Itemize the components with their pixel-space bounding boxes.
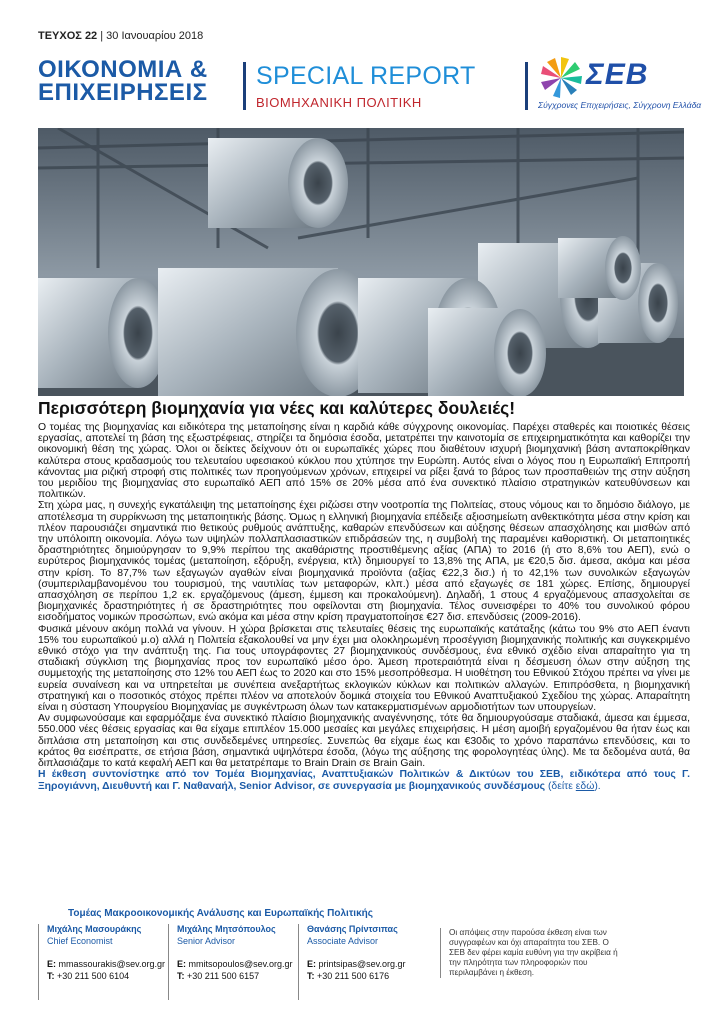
contact-phone: +30 211 500 6176 (317, 970, 390, 981)
contact-title: Associate Advisor (307, 935, 379, 946)
header-divider-2 (525, 62, 528, 110)
contact-card: Μιχάλης Μητσόπουλος Senior Advisor E: mmitsopoulos@sev.org.gr T: +30 211 500 6157 (168, 924, 293, 1000)
contact-name: Θανάσης Πρίντσιπας (307, 924, 398, 934)
contact-name: Μιχάλης Μασουράκης (47, 924, 142, 934)
contact-card: Θανάσης Πρίντσιπας Associate Advisor E: printsipas@sev.org.gr T: +30 211 500 6176 (298, 924, 406, 1000)
sev-logo-burst-icon (538, 56, 584, 98)
article-body (38, 422, 690, 792)
article-headline: Περισσότερη βιομηχανία για νέες και καλύτερες δουλειές! (38, 398, 516, 418)
issue-line: ΤΕΥΧΟΣ 22 | 30 Ιανουαρίου 2018 (38, 30, 204, 42)
issue-date: 30 Ιανουαρίου 2018 (106, 30, 204, 42)
report-credit (38, 769, 690, 791)
contact-title: Senior Advisor (177, 935, 236, 946)
sev-logo-text: ΣΕΒ (586, 58, 649, 91)
publication-title-line2: ΕΠΙΧΕΙΡΗΣΕΙΣ (38, 79, 208, 106)
paragraph-4: Αν συμφωνούσαμε και εφαρμόζαμε ένα συνεκτικό πλαίσιο βιομηχανικής αναγέννησης, τότε θα δημιουργούσαμε σταδιακά, άμεσα και έμμεσα, 550.000 νέες θέσεις εργασίας και θα είχαμε επιπλέον 15.000 μεσαίες και μεγάλες επιχειρήσεις. Η μέση αμοιβή εργαζομένου θα ήταν έως και διπλάσια στη μεταποίηση και στις συνδεδεμένες υπηρεσίες. Συνεπώς θα είχαμε έως και €30δις το χρόνο παραπάνω επενδύσεις, και το κράτος θα εισέπραττε, σε ετήσια βάση, σημαντικά υψηλότερα έσοδα, (λόγω της αύξησης της φορολογητέας ύλης). Με τα δεδομένα αυτά, θα διπλασιάζαμε το κατά κεφαλή ΑΕΠ και θα μετατρέπαμε το Brain Drain σε Brain Gain. (38, 713, 690, 770)
paragraph-3: Φυσικά μένουν ακόμη πολλά να γίνουν. Η χώρα βρίσκεται στις τελευταίες θέσεις της ευρωπαϊκής κατάταξης (κάτω του 9% στο ΑΕΠ έναντι 15% του ευρωπαϊκού μ.ο) αλλά η Πολιτεία εξακολουθεί να μην έχει μια ολοκληρωμένη προσέγγιση βιομηχανικής πολιτικής και συγκεκριμένο εθνικό στόχο για την ανάπτυξη της. Για τους υπογράφοντες 27 βιομηχανικούς συνδέσμους, ένα εθνικό σχέδιο είναι απαραίτητο για τη σταδιακή σύγκλιση της βιομηχανίας προς τον ευρωπαϊκό μέσο όρο. Άμεση προτεραιότητά είναι η δέσμευση όλων στην αύξηση της συμμετοχής της μεταποίησης στο 12% του ΑΕΠ έως το 2020 και στο 15% μεσοπρόθεσμα. Η υιοθέτηση του Εθνικού Στόχου πρέπει να γίνει με ευρεία συναίνεση και να υπηρετείται με συνέπεια ανεξαρτήτως εκλογικών κύκλων και πολιτικών αλλαγών. Επιπρόσθετα, η βιομηχανική στρατηγική και ο ποσοτικός στόχος πρέπει πλέον να αποτελούν δομικά στοιχεία του Εθνικού Αναπτυξιακού Σχεδίου της χώρας. Απαραίτητη είναι η σύσταση Υπουργείου Βιομηχανίας με συγκέντρωση όλων των κατακερματισμένων αρμοδιοτήτων των υπουργείων. (38, 623, 690, 714)
disclaimer: Οι απόψεις στην παρούσα έκθεση είναι των συγγραφέων και όχι απαραίτητα του ΣΕΒ. Ο ΣΕΒ δεν φέρει καμία ευθύνη για την ακρίβεια ή την πληρότητα των πληροφοριών που περιλαμβάνει η έκθεση. (440, 928, 619, 978)
contacts-section (38, 924, 688, 1006)
sev-tagline: Σύγχρονες Επιχειρήσεις, Σύγχρονη Ελλάδα (538, 100, 702, 110)
contact-email[interactable]: printsipas@sev.org.gr (318, 959, 406, 969)
paragraph-2: Στη χώρα μας, η συνεχής εγκατάλειψη της μεταποίησης έχει ριζώσει στην νοοτροπία της Πολιτείας, στους νόμους και το δημόσιο διάλογο, με αποτέλεσμα τη συρρίκνωση της μεταποιητικής βάσης. Όμως η ελληνική βιομηχανία επέδειξε αξιοσημείωτη ανθεκτικότητα μέσα στην κρίση και πλέον παρουσιάζει σημαντικά πιο θετικούς ρυθμούς ανάπτυξης, καθαρών επενδύσεων και αύξησης θέσεων απασχόλησης και μισθών από την υπόλοιπη οικονομία. Λόγω των υψηλών πολλαπλασιαστικών επιδράσεών της, η συμβολή της παραμένει καθοριστική. Οι μεταποιητικές δραστηριότητες δημιούργησαν το 9,9% περίπου της ακαθάριστης προστιθέμενης αξίας (ΑΠΑ) το 2016 (ή στο 8,6% του ΑΕΠ), ενώ ο ευρύτερος βιομηχανικός τομέας (μεταποίηση, εξόρυξη, ενέργεια, κτλ) δημιουργεί το 13,8% της ΑΠΑ, με €20,5 δισ. άμεσα, ακόμα και μέσα στην κρίση. Το 87,7% των εξαγωγών αγαθών είναι βιομηχανικά προϊόντα (αξίας €22,3 δισ.) ή το 42,1% των συνολικών εξαγωγών (συμπεριλαμβανομένου του τουρισμού, της ναυτιλίας των μεταφορών, κλπ.) μέσα από εξαγωγές σε 181 χώρες. Επίσης, δημιουργεί απασχόληση σε περίπου 1,2 εκ. εργαζόμενους (άμεση, έμμεση και προκαλούμενη). Δηλαδή, 1 στους 4 εργαζόμενους απασχολείται σε βιομηχανικές δραστηριότητες ή σε δραστηριότητες που οφείλονται στη βιομηχανία. Τέλος συνεισφέρει το 40% του συνολικού φόρου εισοδήματος νομικών προσώπων, ενώ ακόμα και μέσα στην κρίση πραγματοποίησε €27 δισ. επενδύσεις (2009-2016). (38, 500, 690, 624)
special-report-label: SPECIAL REPORT (256, 62, 476, 90)
credit-link[interactable]: εδώ (575, 780, 595, 792)
contact-title: Chief Economist (47, 935, 113, 946)
department-name: Τομέας Μακροοικονομικής Ανάλυσης και Ευρωπαϊκής Πολιτικής (68, 908, 373, 919)
publication-title (38, 58, 208, 104)
contact-phone: +30 211 500 6104 (57, 970, 130, 981)
header-divider-1 (243, 62, 246, 110)
hero-image-steel-coils (38, 128, 684, 396)
contact-name: Μιχάλης Μητσόπουλος (177, 924, 276, 934)
publication-title-line1: ΟΙΚΟΝΟΜΙΑ & (38, 56, 208, 83)
credit-text: Η έκθεση συντονίστηκε από τον Τομέα Βιομηχανίας, Αναπτυξιακών Πολιτικών & Δικτύων του ΣΕΒ, ειδικότερα από τους Γ. Ξηρογιάννη, Διευθυντή και Γ. Ναθαναήλ, Senior Advisor, σε συνεργασία με βιομηχανικούς συνδέσμους (38, 769, 690, 792)
contact-email[interactable]: mmassourakis@sev.org.gr (58, 959, 166, 969)
credit-link-suffix: ). (594, 780, 601, 792)
paragraph-1: Ο τομέας της βιομηχανίας και ειδικότερα της μεταποίησης είναι η καρδιά κάθε σύγχρονης οικονομίας. Παρέχει σταθερές και ποιοτικές θέσεις εργασίας, αποτελεί τη βάση της εξωστρέφειας, στηρίζει τα δημόσια έσοδα, μετατρέπει την καινοτομία σε επιχειρηματικότητα και καθορίζει την οικονομική θέση της χώρας. Όλοι οι δείκτες δείχνουν ότι οι ευρωπαϊκές χώρες που διαθέτουν ισχυρή βιομηχανική βάση ανταποκρίθηκαν καλύτερα στους κραδασμούς του τελευταίου υφεσιακού κύκλου που χτύπησε την Ευρώπη. Αυτός είναι ο λόγος που η Ευρωπαϊκή Επιτροπή κάνοντας μια ριζική στροφή στις πολιτικές των προηγούμενων χρόνων, επιχειρεί να ρίξει ξανά το βάρος των προσπαθειών της στην αύξηση του μεριδίου της βιομηχανίας στο ευρωπαϊκό ΑΕΠ από 15% σε 20% μέσα από ένα συνεκτικό πλαίσιο στρατηγικών κατευθύνσεων και πολιτικών. (38, 422, 690, 501)
steel-coils-illustration (38, 128, 684, 396)
report-subtitle: ΒΙΟΜΗΧΑΝΙΚΗ ΠΟΛΙΤΙΚΗ (256, 95, 422, 110)
contact-card: Μιχάλης Μασουράκης Chief Economist E: mmassourakis@sev.org.gr T: +30 211 500 6104 (38, 924, 165, 1000)
contact-email[interactable]: mmitsopoulos@sev.org.gr (188, 959, 293, 969)
contact-phone: +30 211 500 6157 (187, 970, 260, 981)
issue-number: ΤΕΥΧΟΣ 22 (38, 30, 98, 42)
credit-link-prefix: (δείτε (547, 780, 576, 792)
report-heading (256, 62, 476, 110)
sev-logo (538, 56, 702, 116)
